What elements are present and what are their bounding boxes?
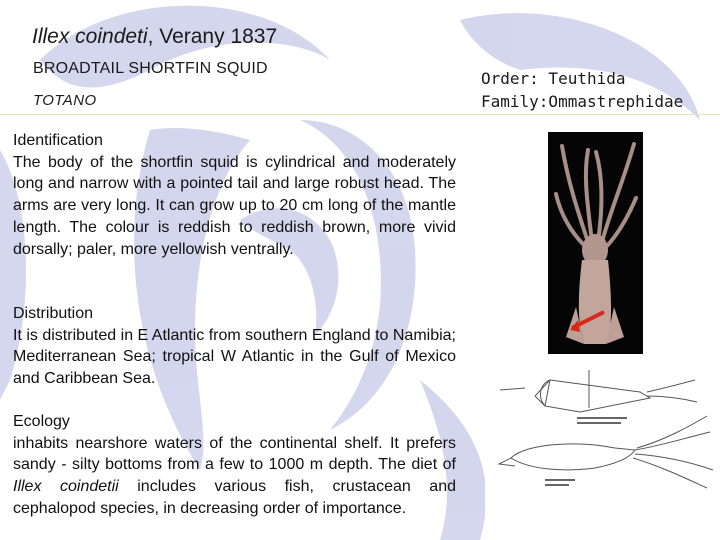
ecology-text-2: includes various fish, crustacean and cephalopod species, in decreasing order of importance.	[13, 478, 456, 517]
ecology-text-1: inhabits nearshore waters of the continental shelf. It prefers sandy - silty bottoms from a few to 1000 m depth. The diet of	[13, 434, 456, 474]
ecology-species-name: Illex coindetii	[13, 478, 119, 496]
taxonomy-block	[481, 67, 683, 113]
identification-text: The body of the shortfin squid is cylindrical and moderately long and narrow with a pointed tail and large robust head. The arms are very long. It can grow up to 20 cm long of the mantle length. The colour is reddish to reddish brown, more vivid dorsally; paler, more yellowish ventrally.	[13, 153, 456, 258]
distribution-text: It is distributed in E Atlantic from southern England to Namibia; Mediterranean Sea; tropical W Atlantic in the Gulf of Mexico and Caribbean Sea.	[13, 326, 456, 388]
identification-heading: Identification	[13, 132, 103, 149]
authority: , Verany 1837	[147, 25, 278, 48]
scientific-name: Illex coindeti	[32, 25, 148, 48]
family-label: Family:Ommastrephidae	[481, 92, 684, 111]
header-divider	[0, 114, 720, 115]
order-label: Order: Teuthida	[481, 69, 626, 88]
ecology-section	[13, 411, 456, 520]
distribution-section	[13, 303, 456, 390]
distribution-heading: Distribution	[13, 305, 94, 322]
identification-section	[13, 130, 456, 260]
squid-drawing	[485, 362, 720, 540]
species-title	[32, 25, 277, 49]
ecology-heading: Ecology	[13, 413, 70, 430]
squid-photo	[548, 132, 643, 354]
common-name: BROADTAIL SHORTFIN SQUID	[33, 60, 268, 77]
local-name: TOTANO	[33, 92, 97, 109]
